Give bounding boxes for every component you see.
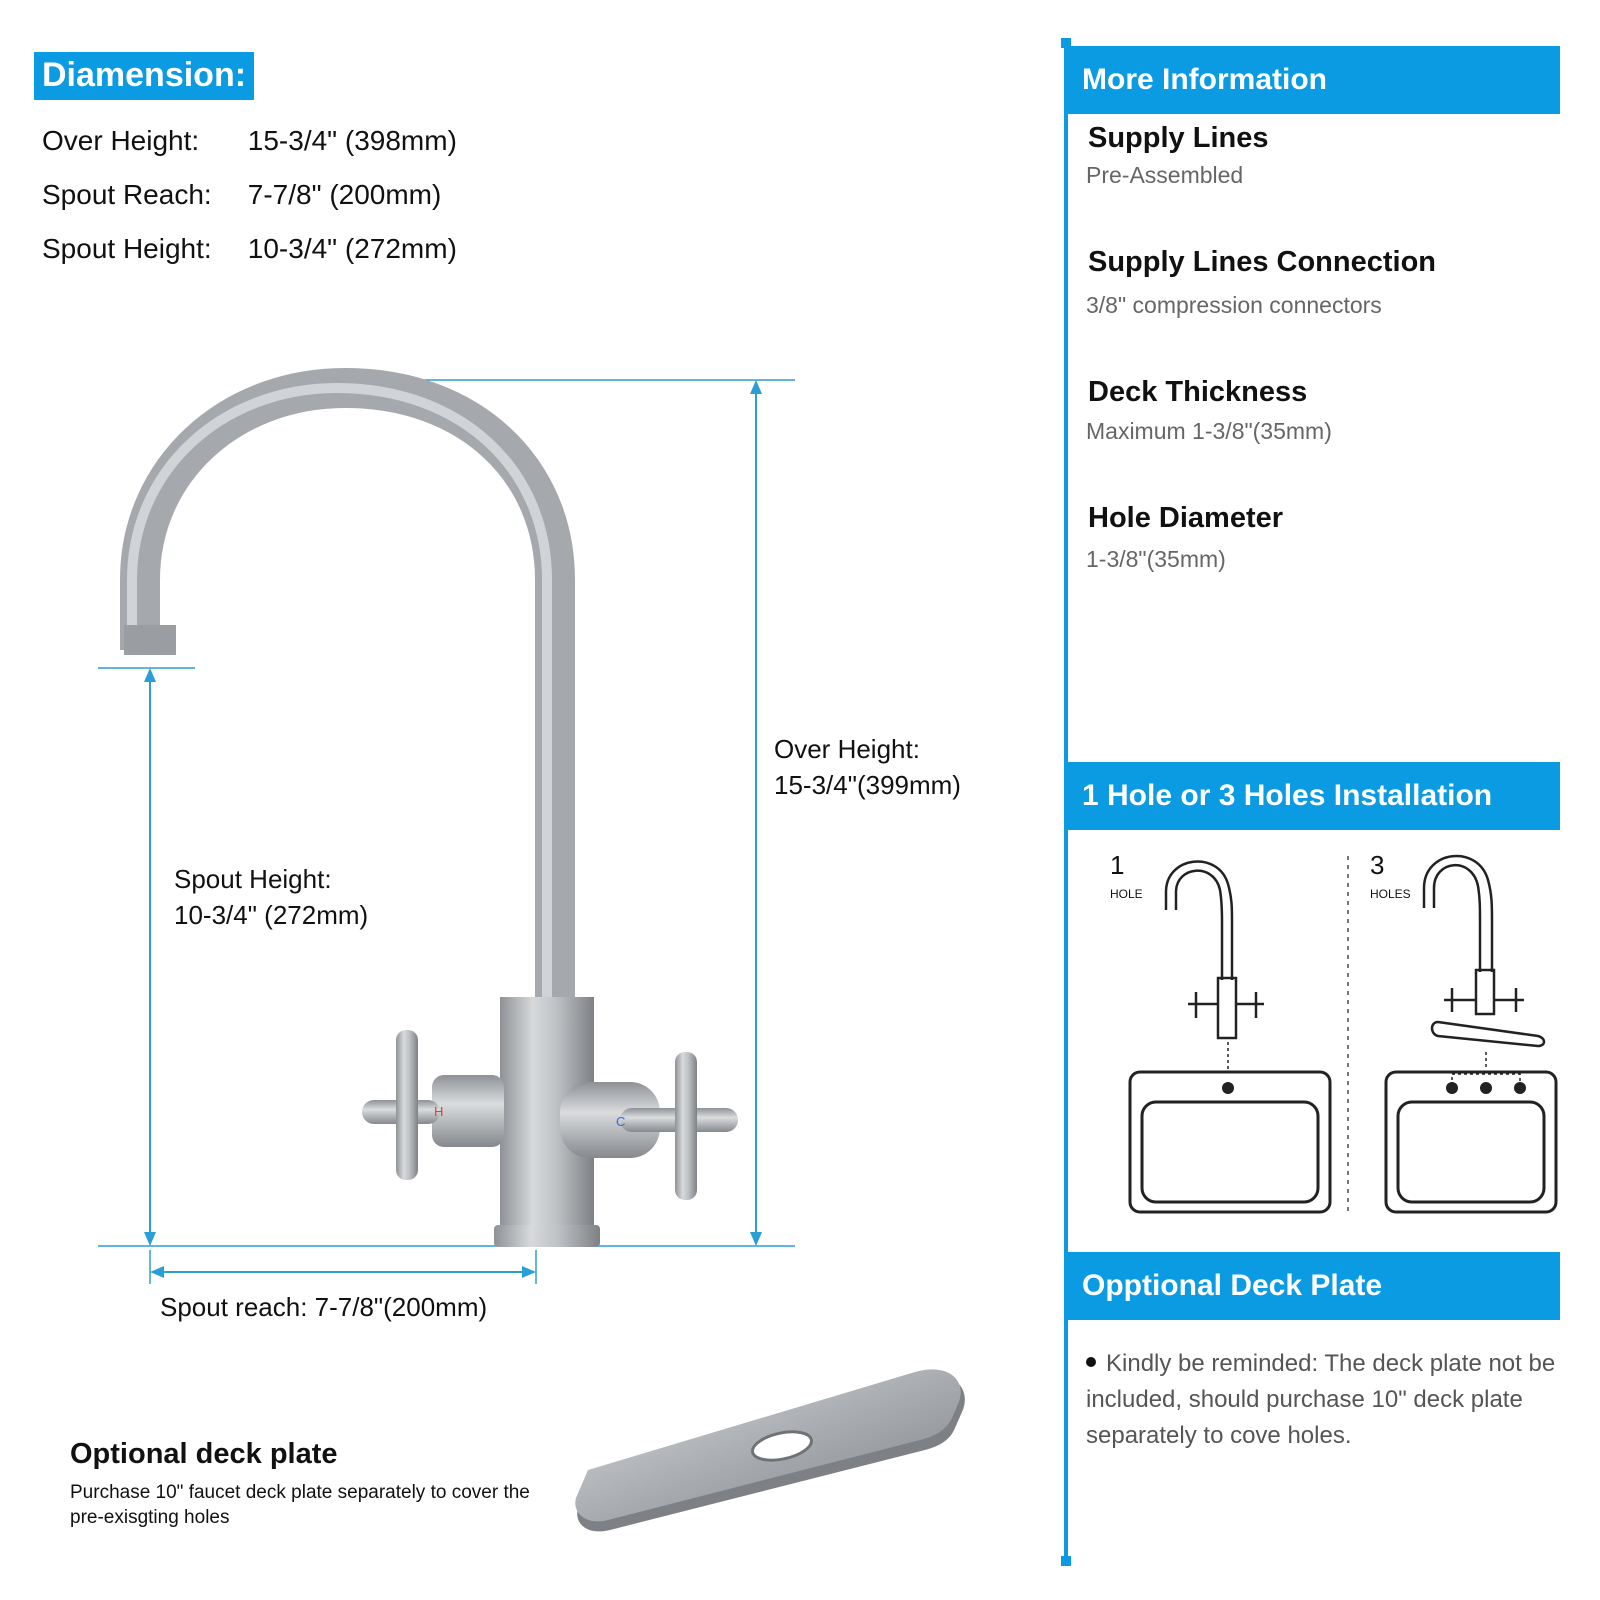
info-value-hole-diameter: 1-3/8"(35mm) [1086,546,1226,572]
spout-tip [124,625,176,655]
faucet-base [494,1225,600,1247]
info-heading-supply-lines: Supply Lines [1088,122,1269,154]
optional-deck-plate-header: Opptional Deck Plate [1068,1252,1560,1320]
hot-mark: H [434,1104,444,1119]
deck-plate-image [575,1369,965,1531]
arrow-down-icon [750,1232,762,1246]
one-hole-label: HOLE [1110,887,1143,901]
one-hole-number: 1 [1110,850,1125,880]
hot-handle-cross [396,1030,418,1180]
spec-label: Spout Reach: [42,179,212,210]
spec-value: 7-7/8" (200mm) [247,179,442,210]
info-value-supply-connection: 3/8" compression connectors [1086,292,1382,318]
spec-value: 10-3/4" (272mm) [247,233,457,264]
spout-height-label: Spout Height: [174,864,332,894]
one-hole-faucet-icon [1166,861,1264,1038]
spec-value: 15-3/4" (398mm) [247,125,457,156]
spec-label: Spout Height: [42,233,212,264]
info-value-deck-thickness: Maximum 1-3/8"(35mm) [1086,418,1332,444]
info-heading-deck-thickness: Deck Thickness [1088,376,1308,408]
deck-plate-description: Purchase 10" faucet deck plate separately to cover the pre-exisgting holes [70,1482,530,1528]
spout-height-value: 10-3/4" (272mm) [174,900,369,930]
three-holes-label: HOLES [1370,887,1411,901]
deck-plate-note-text: Kindly be reminded: The deck plate not be included, should purchase 10" deck plate separately to cove holes. [1086,1350,1556,1449]
arrow-left-icon [150,1266,164,1278]
deck-plate-title: Optional deck plate [70,1438,338,1470]
arrow-up-icon [144,668,156,682]
spec-label: Over Height: [42,125,200,156]
one-hole-sink-icon [1130,1072,1330,1212]
dimension-title: Diamension: [34,52,254,100]
info-heading-supply-connection: Supply Lines Connection [1088,246,1437,278]
over-height-label: Over Height: [774,734,920,764]
three-holes-faucet-icon [1424,856,1544,1046]
over-height-value: 15-3/4"(399mm) [774,770,961,800]
spout-reach-label: Spout reach: 7-7/8"(200mm) [160,1292,488,1322]
cold-mark: C [616,1114,626,1129]
three-holes-number: 3 [1370,850,1385,880]
installation-illustration [1068,832,1564,1220]
more-information-header: More Information [1068,46,1560,114]
installation-header: 1 Hole or 3 Holes Installation [1068,762,1560,830]
deck-plate-note [1086,1346,1556,1454]
arrow-down-icon [144,1232,156,1246]
cold-handle-cross [675,1052,697,1200]
info-value-supply-lines: Pre-Assembled [1086,162,1244,188]
info-heading-hole-diameter: Hole Diameter [1088,502,1284,534]
bullet-icon [1086,1357,1096,1367]
arrow-up-icon [750,380,762,394]
arrow-right-icon [522,1266,536,1278]
three-holes-sink-icon [1386,1072,1556,1212]
